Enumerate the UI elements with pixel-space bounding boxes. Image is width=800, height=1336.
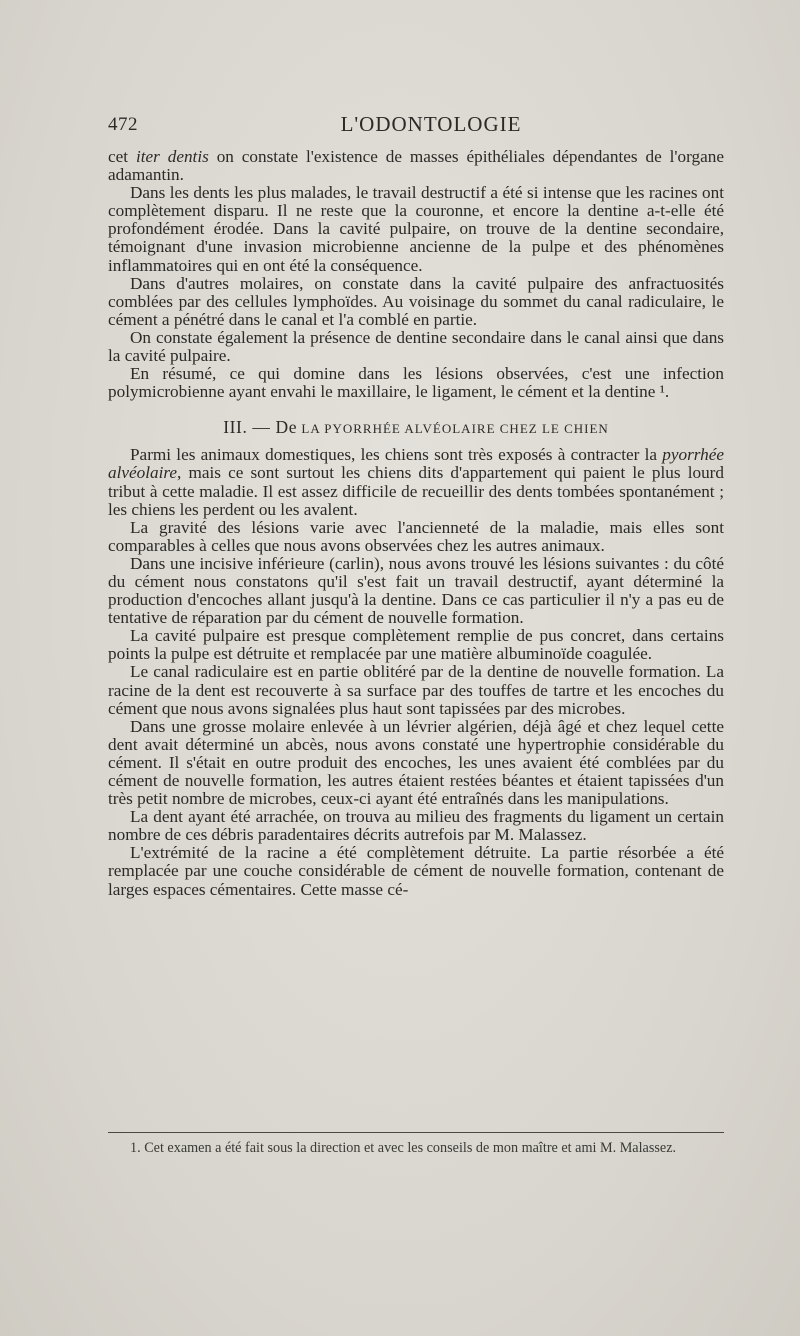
paragraph-7: La gravité des lésions varie avec l'ancienneté de la maladie, mais elles sont comparables à celles que nous avons observées chez les autres animaux. xyxy=(108,517,724,555)
paragraph-6-after: , mais ce sont surtout les chiens dits d'appartement qui paient le plus lourd tribut à cette maladie. Il est assez difficile de recueillir des dents tombées spontanément ; les chiens les perdent ou les avalent. xyxy=(108,463,724,519)
paragraph-1-after: on constate l'existence de masses épithéliales dépendantes de l'organe adamantin. xyxy=(108,147,724,185)
paragraph-1 xyxy=(108,148,724,184)
section-dash: — xyxy=(247,417,276,438)
paragraph-13: L'extrémité de la racine a été complètement détruite. La partie résorbée a été remplacée par une couche considérable de cément de nouvelle formation, contenant de larges espaces cémentaires. Cette masse cé- xyxy=(108,843,724,899)
paragraph-11: Dans une grosse molaire enlevée à un lévrier algérien, déjà âgé et chez lequel cette dent avait déterminé un abcès, nous avons constaté une hypertrophie considérable du cément. Il s'était en outre produit des encoches, les unes avaient été comblées par du cément de nouvelle formation, les autres étaient restées béantes et étaient tapissées d'un très petit nombre de microbes, ceux-ci ayant été entraînés dans les manipulations. xyxy=(108,716,724,809)
section-title-first: De xyxy=(275,417,298,438)
paragraph-9: La cavité pulpaire est presque complètement remplie de pus concret, dans certains points la pulpe est détruite et remplacée par une matière albuminoïde coagulée. xyxy=(108,626,724,664)
footnote-rule xyxy=(108,1132,724,1133)
running-title: L'ODONTOLOGIE xyxy=(340,112,522,136)
paragraph-1-italic: iter dentis xyxy=(135,147,209,166)
paragraph-6-before: Parmi les animaux domestiques, les chiens sont très exposés à contracter la xyxy=(130,445,663,465)
paragraph-6 xyxy=(108,446,724,518)
page-header xyxy=(108,112,724,142)
section-title-rest: LA PYORRHÉE ALVÉOLAIRE CHEZ LE CHIEN xyxy=(297,421,609,437)
paragraph-5: En résumé, ce qui domine dans les lésions observées, c'est une infection polymicrobienne ayant envahi le maxillaire, le ligament, le cément et la dentine ¹. xyxy=(108,364,724,402)
paragraph-12: La dent ayant été arrachée, on trouva au milieu des fragments du ligament un certain nombre de ces débris paradentaires décrits autrefois par M. Malassez. xyxy=(108,807,724,845)
paragraph-3: Dans d'autres molaires, on constate dans la cavité pulpaire des anfractuosités comblées par des cellules lymphoïdes. Au voisinage du sommet du canal radiculaire, le cément a pénétré dans le canal et l'a comblé en partie. xyxy=(108,273,724,329)
paragraph-2: Dans les dents les plus malades, le travail destructif a été si intense que les racines ont complètement disparu. Il ne reste que la couronne, et encore la dentine a-t-elle été profondément érodée. Dans la cavité pulpaire, on trouve de la dentine secondaire, témoignant d'une invasion microbienne ancienne de la pulpe et des phénomènes inflammatoires qui en ont été la conséquence. xyxy=(108,183,724,275)
paragraph-4: On constate également la présence de dentine secondaire dans le canal ainsi que dans la cavité pulpaire. xyxy=(108,327,724,366)
page-number: 472 xyxy=(108,114,138,135)
paragraph-8: Dans une incisive inférieure (carlin), nous avons trouvé les lésions suivantes : du côté du cément nous constatons qu'il s'est fait un travail destructif, ayant déterminé la production d'encoches allant jusqu'à la dentine. Dans ce cas particulier il n'y a pas eu de tentative de réparation par du cément de nouvelle formation. xyxy=(108,553,724,628)
paragraph-1-before: cet xyxy=(108,147,136,166)
section-numeral: III. xyxy=(223,417,248,438)
body-text xyxy=(108,148,724,899)
footnote: 1. Cet examen a été fait sous la direction et avec les conseils de mon maître et ami M. Malassez. xyxy=(130,1140,677,1156)
paragraph-6-italic: pyorrhée alvéolaire xyxy=(108,445,724,483)
section-heading xyxy=(108,417,724,438)
paragraph-10: Le canal radiculaire est en partie oblitéré par de la dentine de nouvelle formation. La racine de la dent est recouverte à sa surface par des touffes de tartre et les encoches du cément que nous avons signalées plus haut sont tapissées par des microbes. xyxy=(108,662,724,718)
